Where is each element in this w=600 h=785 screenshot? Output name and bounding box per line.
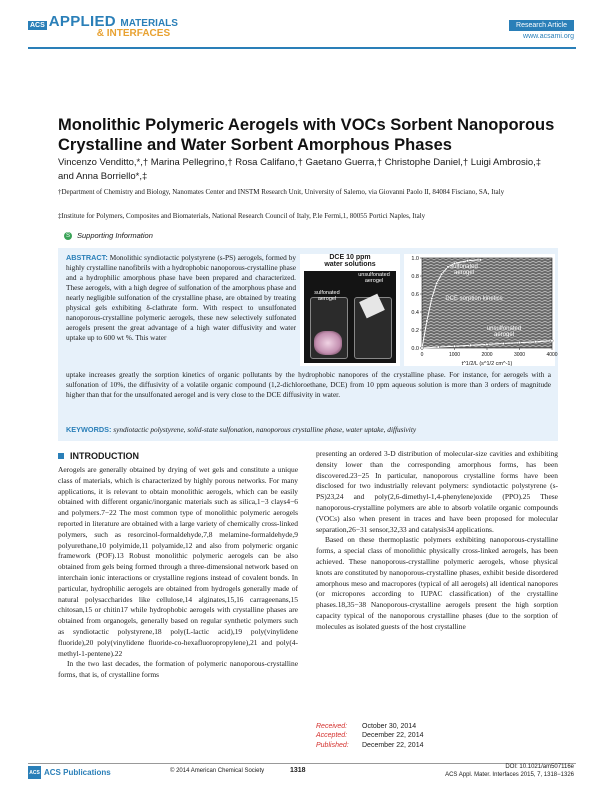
chart-background — [422, 258, 552, 348]
abstract-label: ABSTRACT: — [66, 253, 108, 262]
data-point — [502, 342, 505, 345]
toc-photo-title-line2: water solutions — [324, 261, 376, 269]
author-list: Vincenzo Venditto,*,† Marina Pellegrino,† Rosa Califano,† Gaetano Guerra,† Christophe Daniel,† Luigi Ambrosio,‡ and Anna Borriello*,‡ — [58, 157, 542, 182]
data-point — [518, 341, 521, 344]
x-tick-label: 4000 — [546, 352, 558, 358]
toc-photo-title-line1: DCE 10 ppm — [329, 254, 371, 261]
vial-photo — [304, 271, 396, 363]
keywords-label: KEYWORDS: — [66, 425, 112, 434]
keywords-text: syndiotactic polystyrene, solid-state sulfonation, nanoporous crystalline phase, water uptake, diffusivity — [113, 425, 417, 434]
intro-heading-text: INTRODUCTION — [70, 451, 139, 461]
y-tick-label: 0.6 — [411, 292, 419, 298]
date-accepted-label: Accepted: — [316, 732, 348, 740]
intro-paragraph-4: Based on these thermoplastic polymers exhibiting nanoporous-crystalline forms, a special class of monolithic physically cross-linked aerogels, has been achieved. These nanoporous-crystalline polymeric aerogels, whose physical knots are constituted by nanoporous-crystalline phases, exhibit beside disordered amorphous meso and macropores (typical of all aerogels) all identical nanopores (or micropores according to IUPAC classification) of the crystalline phases.18,35−38 Nanoporous-crystalline aerogels present the high sorption capacity typical of the nanoporous crystalline phases (due to the sorption of molecules as isolated guests of the host crystalline — [316, 535, 558, 631]
data-point — [421, 347, 424, 350]
data-point — [440, 273, 443, 276]
supporting-info-link[interactable] — [64, 231, 153, 240]
y-tick-label: 0.8 — [411, 274, 419, 280]
journal-url-link[interactable]: www.acsami.org — [523, 33, 574, 40]
date-published-value: December 22, 2014 — [362, 741, 424, 749]
intro-right-column — [316, 449, 558, 633]
publication-dates — [316, 722, 423, 750]
chart-annotation: DCE sorption kinetics — [445, 296, 503, 302]
date-received — [316, 722, 423, 731]
intro-paragraph-3: presenting an ordered 3-D distribution of molecular-size cavities and exhibiting density lower than the corresponding amorphous forms, has been discovered.23−25 In particular, nanoporous crystalline forms have been disclosed for two industrially relevant polymers: syndiotactic polystyrene (s-PS)23,24 and poly(2,6-dimethyl-1,4-phenylene)oxide (PPO).25 These nanoporous-crystalline polymers are able to absorb volatile organic compounds (VOCs) also when present in traces and have been proposed for molecular separation,26−31 sensor,32,33 and catalysis34 applications. — [316, 449, 558, 534]
data-point — [430, 297, 433, 300]
date-accepted-value: December 22, 2014 — [362, 732, 424, 740]
date-published-label: Published: — [316, 741, 349, 749]
publisher-logo[interactable] — [28, 766, 111, 779]
abstract-text-part2: uptake increases greatly the sorption kinetics of organic pollutants by the hydrophobic nanopores of the crystalline phase. For instance, for aerogels with a sulfonation of 10%, the diffusivity of a volatile organic compound (1,2-dichloroethane, DCE) from 10 ppm aqueous solution is more than 3 orders of magnitude higher than that for the unsulfonated aerogel and is very close to the DCE diffusivity in water. — [66, 370, 551, 399]
sulfonated-aerogel-sample — [314, 331, 342, 355]
x-tick-label: 2000 — [481, 352, 493, 358]
x-axis-label: t^1/2/L (s^1/2 cm^-1) — [461, 361, 513, 367]
vial-label-sulfonated — [307, 291, 347, 302]
y-tick-label: 0.0 — [411, 346, 419, 352]
vial-label-unsulfonated — [354, 273, 394, 284]
vial-label-unsulfonated-line1: unsulfonated — [358, 272, 390, 278]
date-received-label: Received: — [316, 723, 348, 730]
supporting-info-label: Supporting Information — [77, 231, 153, 240]
chart-annotation: sulfonated aerogel — [450, 264, 478, 276]
citation-block — [445, 764, 574, 780]
data-point — [551, 340, 554, 343]
journal-citation: ACS Appl. Mater. Interfaces 2015, 7, 1318−1326 — [445, 771, 574, 778]
data-point — [437, 346, 440, 349]
y-tick-label: 0.2 — [411, 328, 419, 334]
data-point — [479, 259, 482, 262]
header-divider — [28, 47, 576, 49]
supporting-info-icon: S — [65, 232, 70, 239]
intro-heading — [58, 451, 139, 461]
data-point — [453, 345, 456, 348]
acs-publications-icon: ACS — [28, 766, 41, 779]
data-point — [466, 259, 469, 262]
date-received-value: October 30, 2014 — [362, 723, 417, 730]
data-point — [469, 344, 472, 347]
x-tick-label: 1000 — [448, 352, 461, 358]
publisher-name: ACS Publications — [44, 768, 111, 777]
data-point — [447, 266, 450, 269]
x-tick-label: 0 — [420, 352, 424, 358]
abstract-text-part1 — [66, 253, 296, 343]
intro-paragraph-1: Aerogels are generally obtained by drying of wet gels and constitute a unique class of materials, which is characterized by highly porous networks. For many applications, it is relevant to obtain monolithic aerogels, which can be easily obtained with different organic/inorganic materials such as silica,1−3 clays4−6 and polymers.7−22 The most common type of monolithic polymeric aerogels reported in literature are obtained with a large variety of chemically cross-linked polymers, such as resorcinol-formaldehyde,7,8 melamine-formaldehyde,9 polyurethane,10 polyimide,11 polyamide,12 and also from polymeric organic framework (POF).13 Robust monolithic polymeric aerogels can be also obtained from gels being formed through a three-dimensional network based on interchain ionic interactions or crystalline regions instead of covalent bonds. In particular, hydrophilic aerogels are obtained from hydrogels generally made of natural polysaccharides like cellulose,14 alginates,15,16 carrageenans,15 chitosan,15 or chitin17 while hydrophobic aerogels with crystalline phases are obtained from organogels, generally based on regular synthetic polymers such as syndiotactic polystyrene,18 poly(L-lactic acid),19 poly(vinylidene fluoride),20 poly(vinylidene fluoride-co-hexafluoropropylene),21 and poly(4-methyl-1-pentene).22 — [58, 465, 298, 658]
vial-label-sulfonated-line1: sulfonated — [314, 290, 340, 296]
intro-paragraph-2: In the two last decades, the formation of polymeric nanoporous-crystalline forms, that is, of crystalline forms — [58, 659, 298, 680]
abstract-body-1: Monolithic syndiotactic polystyrene (s-PS) aerogels, formed by highly crystalline nanofibrils with a hydrophobic nanoporous-crystalline phase and a hydrophilic amorphous phase have been prepared and characterized. These aerogels, with a high degree of sulfonation of the amorphous phase and nearly negligible sulfonation of the crystalline phase, are obtained by treating physical gels exhibiting δ-clathrate form. With respect to unsulfonated nanoporous-crystalline polymeric aerogels, these new selectively sulfonated aerogels present the great advantage of a high water diffusivity and water uptake up to 600 wt %. This water — [66, 253, 297, 342]
toc-photo-title — [302, 254, 398, 269]
x-tick-label: 3000 — [513, 352, 526, 358]
journal-name-materials: MATERIALS — [120, 18, 178, 29]
data-point — [426, 320, 429, 323]
vial-label-sulfonated-line2: aerogel — [317, 295, 337, 302]
journal-logo — [28, 14, 178, 39]
page-number: 1318 — [290, 767, 306, 774]
article-title: Monolithic Polymeric Aerogels with VOCs Sorbent Nanoporous Crystalline and Water Sorbent Amorphous Phases — [58, 116, 555, 154]
sorption-kinetics-chart — [404, 254, 558, 367]
date-accepted — [316, 731, 423, 740]
data-point — [486, 343, 489, 346]
y-tick-label: 1.0 — [411, 256, 419, 262]
section-marker-icon — [58, 453, 64, 459]
journal-name-interfaces: & INTERFACES — [96, 28, 171, 39]
data-point — [534, 340, 537, 343]
acs-tag: ACS — [30, 22, 45, 29]
article-type-badge: Research Article — [509, 20, 574, 31]
vial-label-unsulfonated-line2: aerogel — [364, 277, 384, 284]
journal-name-applied: APPLIED — [48, 13, 116, 30]
copyright: © 2014 American Chemical Society — [170, 768, 265, 774]
chart-annotation: unsulfonated aerogel — [486, 326, 522, 338]
y-tick-label: 0.4 — [411, 310, 419, 316]
affiliation-1: †Department of Chemistry and Biology, Nanomates Center and INSTM Research Unit, University of Salerno, via Giovanni Paolo II, 84084 Fisciano, SA, Italy — [58, 188, 505, 196]
toc-photo — [300, 254, 400, 366]
doi-link[interactable]: DOI: 10.1021/am507116e — [505, 764, 574, 770]
data-point — [435, 282, 438, 285]
affiliation-2: ‡Institute for Polymers, Composites and Biomaterials, National Research Council of Italy, P.le Fermi,1, 80055 Portici Naples, Italy — [58, 212, 426, 220]
keywords — [66, 425, 551, 434]
toc-graphic — [300, 254, 558, 367]
intro-left-column — [58, 465, 298, 681]
date-published — [316, 741, 423, 750]
